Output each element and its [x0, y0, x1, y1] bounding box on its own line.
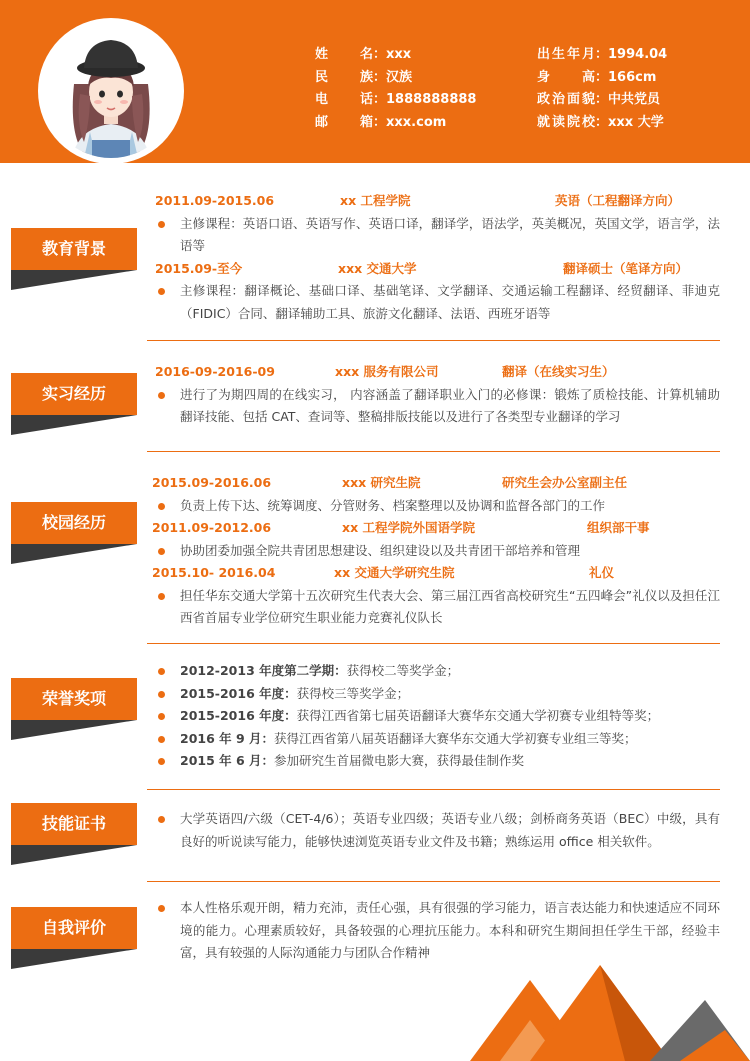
tag-shadow [11, 415, 137, 435]
section-divider [147, 340, 720, 341]
info-row-phone: 电话：1888888888 [315, 89, 476, 112]
bullet-dot [158, 288, 165, 295]
personal-info-right [537, 44, 667, 134]
entry-date: 2015.09-至今 [155, 260, 243, 276]
entry-text: 负责上传下达、统筹调度、分管财务、档案整理以及协调和监督各部门的工作 [180, 497, 606, 513]
skills-text: 大学英语四/六级（CET-4/6）；英语专业四级；英语专业八级；剑桥商务英语（BEC）中级，具有良好的听说读写能力，能够快速浏览英语专业文件及书籍；熟练运用 office 相关软件。 [180, 811, 720, 849]
honor-date: 2015-2016 年度： [180, 685, 297, 701]
bullet-dot [158, 816, 165, 823]
tag-shadow [11, 544, 137, 564]
entry-detail [150, 540, 720, 563]
entry-heading [150, 517, 720, 540]
info-label: 民族 [315, 69, 373, 85]
entry-detail [150, 384, 720, 429]
section-title: 实习经历 [11, 373, 137, 415]
education-section [150, 190, 720, 325]
tag-shadow [11, 845, 137, 865]
info-value: 1994.04 [608, 47, 668, 62]
entry-role: 研究生会办公室副主任 [502, 475, 628, 490]
entry-text: 主修课程：翻译概论、基础口译、基础笔译、文学翻译、交通运输工程翻译、经贸翻译、菲迪克（FIDIC）合同、翻译辅助工具、旅游文化翻译、法语、西班牙语等 [180, 283, 720, 321]
bullet-dot [158, 736, 165, 743]
section-title: 教育背景 [11, 228, 137, 270]
info-row-height: 身高：166cm [537, 67, 667, 90]
avatar-illustration [44, 24, 178, 158]
entry-date: 2016-09-2016-09 [155, 364, 275, 379]
entry-role: 礼仪 [589, 565, 615, 580]
honor-item [150, 728, 715, 751]
info-value: xxx.com [386, 114, 447, 130]
bullet-dot [158, 905, 165, 912]
info-row-political: 政治面貌：中共党员 [537, 89, 667, 112]
entry-heading [150, 190, 720, 213]
section-divider [147, 451, 720, 452]
info-value: 汉族 [386, 69, 413, 85]
info-label: 电话 [315, 92, 373, 107]
honor-date: 2012-2013 年度第二学期： [180, 663, 347, 678]
bullet-dot [158, 691, 165, 698]
bullet-dot [158, 392, 165, 399]
mountain-decoration [450, 960, 750, 1061]
info-label: 邮箱 [315, 114, 373, 130]
info-row-school: 就读院校：xxx 大学 [537, 112, 667, 135]
entry-text: 协助团委加强全院共青团思想建设、组织建设以及共青团干部培养和管理 [180, 542, 581, 558]
section-divider [147, 881, 720, 882]
entry-text: 担任华东交通大学第十五次研究生代表大会、第三届江西省高校研究生“五四峰会”礼仪以及担任江西省首届专业学位研究生职业能力竞赛礼仪队长 [180, 587, 720, 625]
section-title: 荣誉奖项 [11, 678, 137, 720]
entry-detail [150, 585, 720, 630]
info-label: 就读院校 [537, 114, 595, 130]
entry-date: 2015.09-2016.06 [152, 475, 272, 490]
section-divider [147, 789, 720, 790]
bullet-dot [158, 221, 165, 228]
honor-item [150, 705, 715, 728]
honor-text: 参加研究生首届微电影大赛，获得最佳制作奖 [274, 753, 525, 768]
tag-shadow [11, 720, 137, 740]
entry-text: 进行了为期四周的在线实习， 内容涵盖了翻译职业入门的必修课：锻炼了质检技能、计算机辅助翻译技能、包括 CAT、查词等、整稿排版技能以及进行了各类型专业翻译的学习 [180, 386, 720, 424]
skills-section [150, 808, 720, 853]
entry-heading [150, 361, 720, 384]
honors-section [150, 660, 715, 773]
section-title: 校园经历 [11, 502, 137, 544]
self-text: 本人性格乐观开朗，精力充沛，责任心强，具有很强的学习能力，语言表达能力和快速适应不同环境的能力。心理素质较好，具备较强的心理抗压能力。本科和研究生期间担任学生干部，经验丰富，具有较强的人际沟通能力与团队合作精神 [180, 900, 720, 960]
entry-detail [150, 495, 720, 518]
info-value: xxx [386, 47, 412, 62]
entry-heading [150, 562, 720, 585]
info-value: 中共党员 [608, 92, 661, 107]
honor-date: 2015 年 6 月： [180, 753, 275, 768]
honor-text: 获得江西省第八届英语翻译大赛华东交通大学初赛专业组三等奖； [274, 730, 637, 746]
entry-detail [150, 213, 720, 258]
info-row-email: 邮箱：xxx.com [315, 112, 476, 135]
entry-role: 组织部干事 [587, 520, 650, 535]
tag-shadow [11, 270, 137, 290]
self-section [150, 897, 720, 965]
self-detail [150, 897, 720, 965]
campus-section [150, 472, 720, 630]
honor-text: 获得校二等奖学金； [346, 663, 460, 678]
entry-org: xxx 研究生院 [342, 475, 421, 490]
entry-detail [150, 280, 720, 325]
honor-text: 获得江西省第七届英语翻译大赛华东交通大学初赛专业组特等奖； [296, 708, 660, 723]
entry-text: 主修课程：英语口语、英语写作、英语口译，翻译学，语法学，英美概况，英国文学，语言学，法语等 [180, 215, 720, 253]
info-label: 姓名 [315, 47, 373, 62]
info-row-ethnicity: 民族：汉族 [315, 67, 476, 90]
section-divider [147, 643, 720, 644]
personal-info-left [315, 44, 476, 134]
honor-item [150, 660, 715, 683]
skills-detail [150, 808, 720, 853]
honor-date: 2016 年 9 月： [180, 730, 275, 746]
avatar [44, 24, 178, 158]
entry-date: 2015.10- 2016.04 [152, 565, 276, 580]
info-row-birth: 出生年月：1994.04 [537, 44, 667, 67]
info-value: 1888888888 [386, 92, 477, 107]
info-row-name: 姓名：xxx [315, 44, 476, 67]
entry-date: 2011.09-2015.06 [155, 193, 275, 208]
info-label: 政治面貌 [537, 92, 595, 107]
honor-item [150, 750, 715, 773]
entry-org: xx 交通大学研究生院 [334, 565, 455, 580]
entry-role: 翻译（在线实习生） [502, 364, 615, 379]
info-value: xxx 大学 [608, 114, 664, 130]
entry-role: 英语（工程翻译方向） [555, 193, 681, 208]
entry-heading [150, 258, 720, 281]
bullet-dot [158, 503, 165, 510]
tag-shadow [11, 949, 137, 969]
bullet-dot [158, 593, 165, 600]
info-label: 身高 [537, 69, 595, 85]
bullet-dot [158, 548, 165, 555]
info-label: 出生年月 [537, 47, 595, 62]
section-title: 自我评价 [11, 907, 137, 949]
honor-date: 2015-2016 年度： [180, 708, 297, 723]
entry-org: xxx 交通大学 [338, 260, 417, 276]
honor-item [150, 683, 715, 706]
internship-section [150, 361, 720, 429]
entry-role: 翻译硕士（笔译方向） [563, 260, 689, 276]
entry-org: xxx 服务有限公司 [335, 364, 439, 379]
info-value: 166cm [608, 69, 657, 85]
entry-org: xx 工程学院外国语学院 [342, 520, 475, 535]
entry-date: 2011.09-2012.06 [152, 520, 272, 535]
entry-heading [150, 472, 720, 495]
honor-text: 获得校三等奖学金； [296, 685, 410, 701]
section-title: 技能证书 [11, 803, 137, 845]
bullet-dot [158, 668, 165, 675]
entry-org: xx 工程学院 [340, 193, 411, 208]
bullet-dot [158, 758, 165, 765]
bullet-dot [158, 713, 165, 720]
